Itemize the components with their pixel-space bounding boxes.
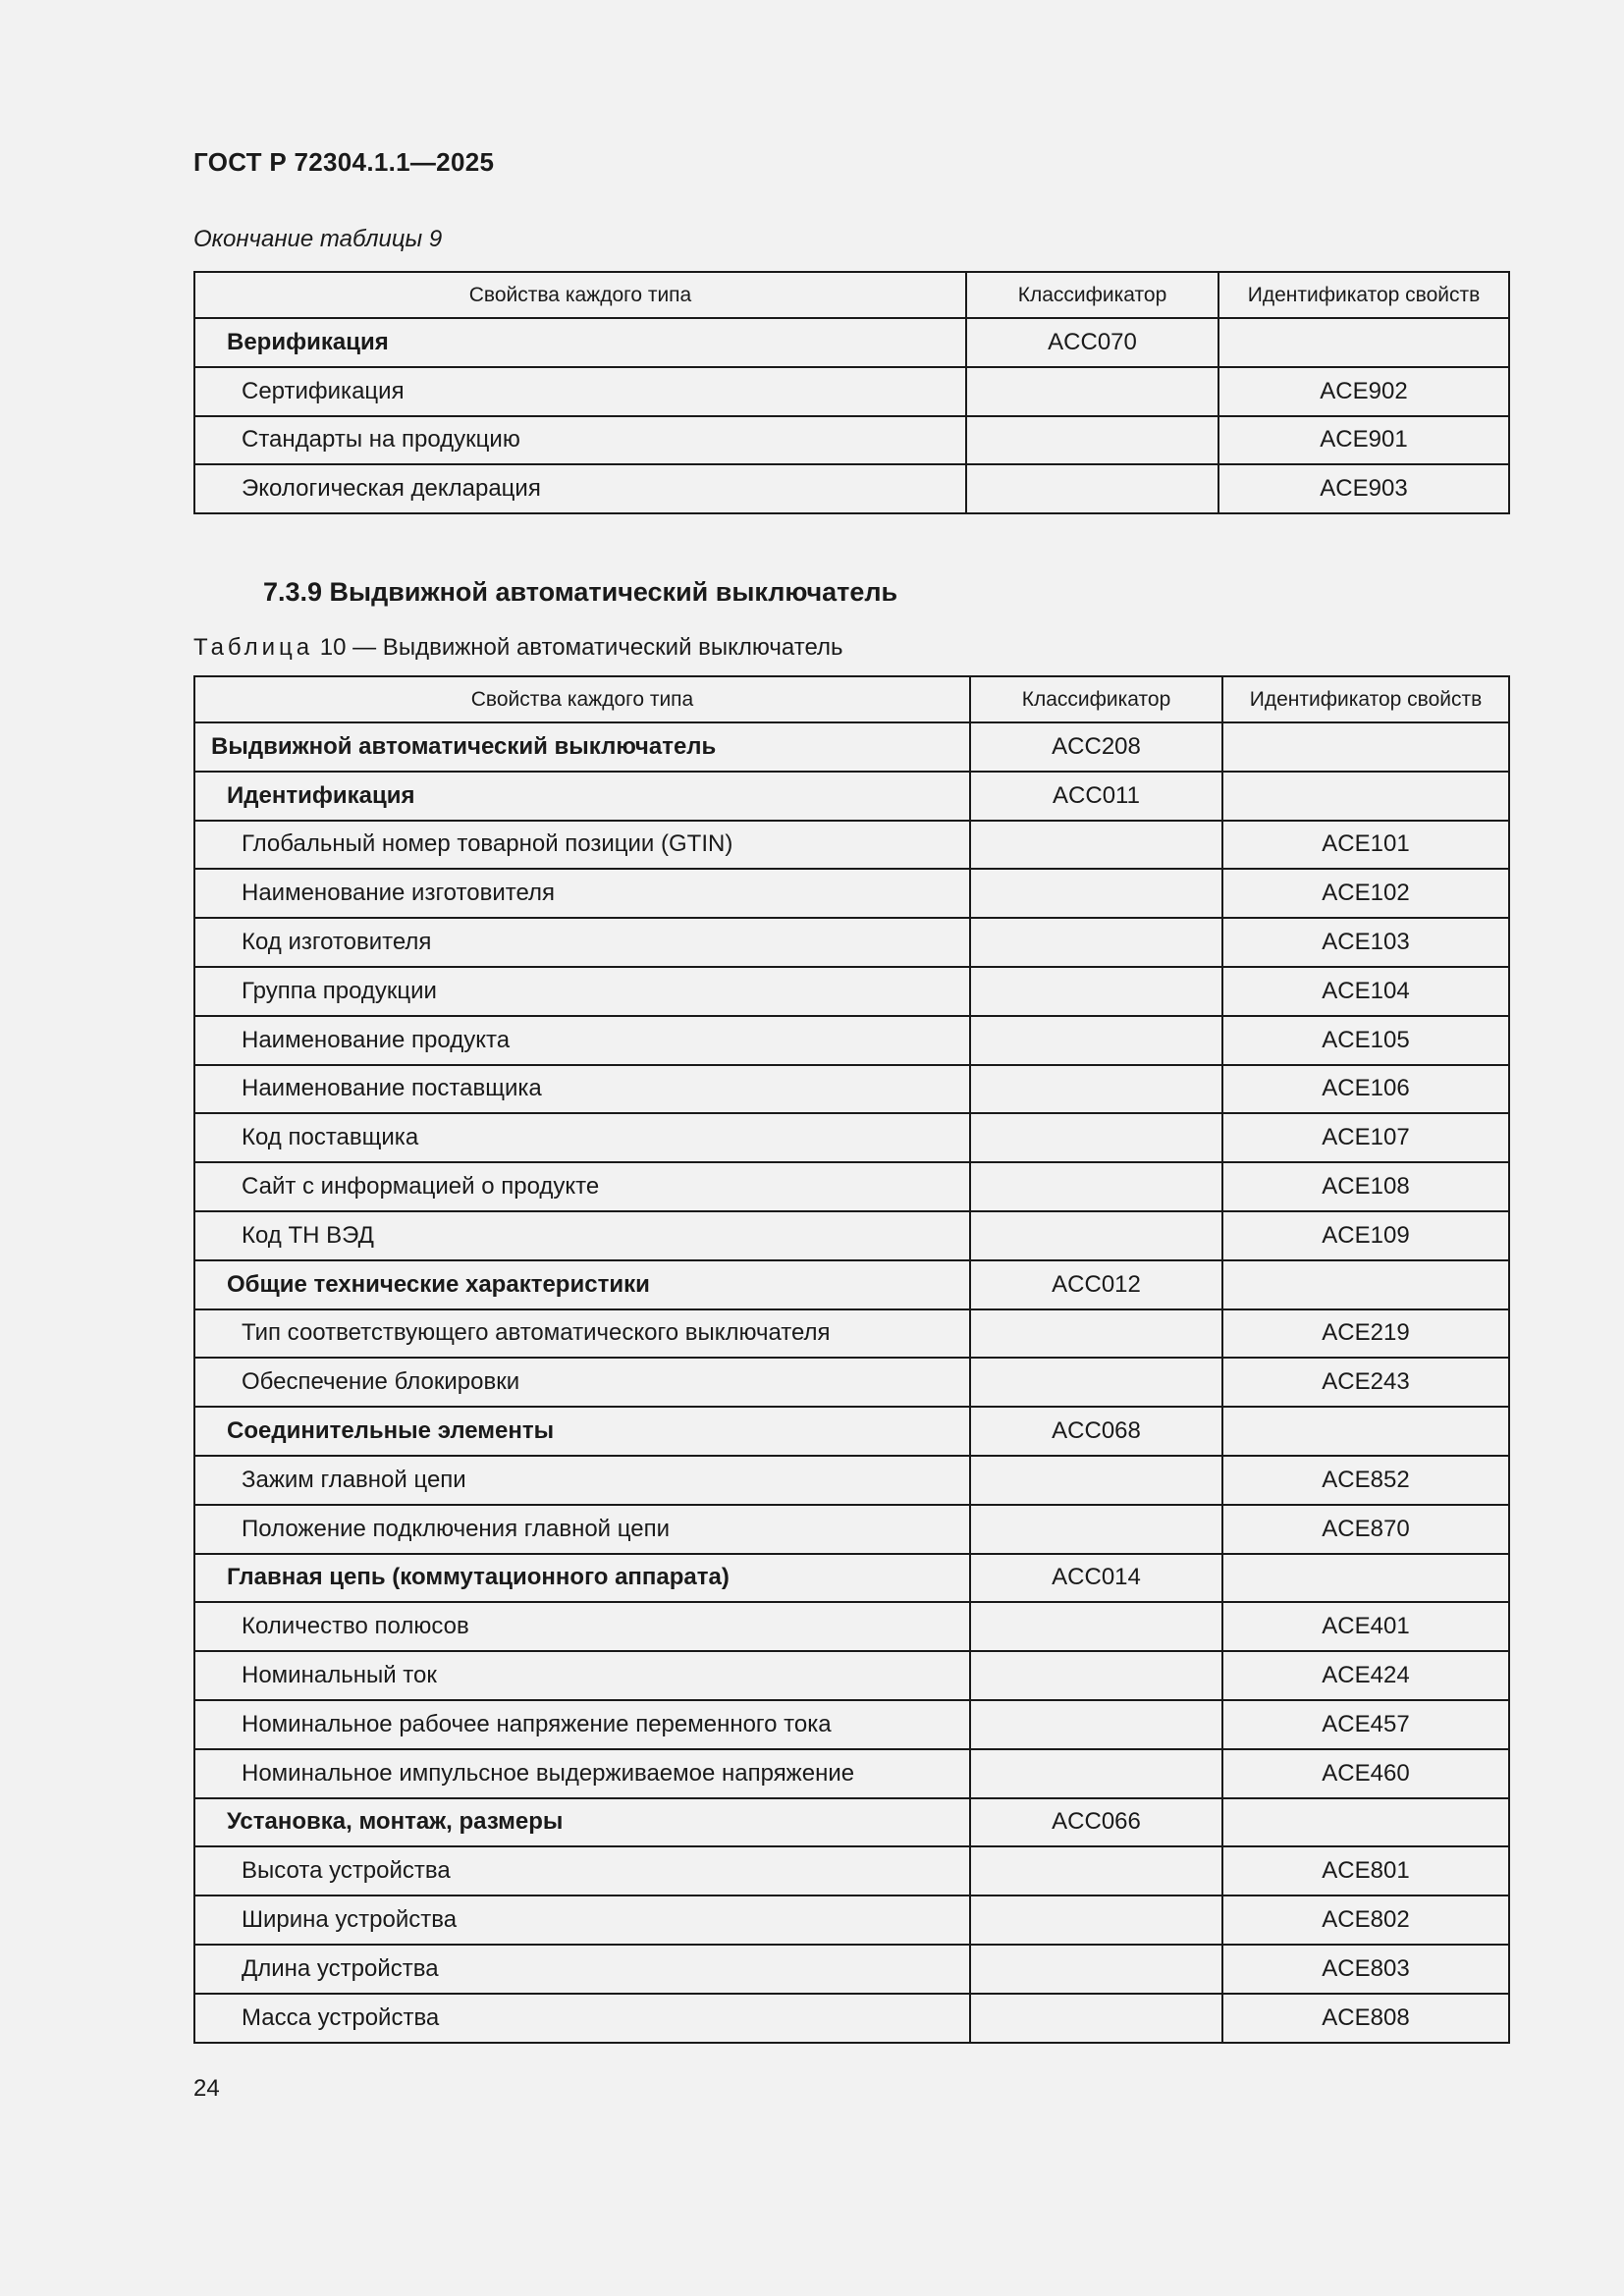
property-id-cell	[1222, 1798, 1509, 1847]
classifier-cell	[970, 1651, 1222, 1700]
property-id-cell: ACE808	[1222, 1994, 1509, 2043]
table-continuation-label: Окончание таблицы 9	[193, 226, 443, 252]
classifier-cell	[970, 1945, 1222, 1994]
property-name-cell: Верификация	[194, 318, 966, 367]
classifier-cell	[970, 1309, 1222, 1359]
table-row	[194, 1016, 1509, 1065]
table-row	[194, 318, 1509, 367]
classifier-cell: ACC012	[970, 1260, 1222, 1309]
table-row	[194, 1554, 1509, 1603]
table-row	[194, 1456, 1509, 1505]
table-10-body	[194, 722, 1509, 2043]
property-id-cell	[1222, 1407, 1509, 1456]
table-row	[194, 722, 1509, 772]
property-name-cell: Установка, монтаж, размеры	[194, 1798, 970, 1847]
classifier-cell	[970, 1456, 1222, 1505]
property-id-cell: ACE104	[1222, 967, 1509, 1016]
table-row	[194, 1113, 1509, 1162]
column-header-properties: Свойства каждого типа	[194, 272, 966, 318]
property-id-cell	[1222, 772, 1509, 821]
property-id-cell: ACE801	[1222, 1846, 1509, 1896]
property-name-cell: Общие технические характеристики	[194, 1260, 970, 1309]
property-id-cell: ACE870	[1222, 1505, 1509, 1554]
table-row	[194, 1602, 1509, 1651]
property-id-cell: ACE401	[1222, 1602, 1509, 1651]
column-header-properties: Свойства каждого типа	[194, 676, 970, 722]
property-id-cell: ACE460	[1222, 1749, 1509, 1798]
property-name-cell: Обеспечение блокировки	[194, 1358, 970, 1407]
property-name-cell: Сайт с информацией о продукте	[194, 1162, 970, 1211]
table-row	[194, 1065, 1509, 1114]
classifier-cell	[970, 1113, 1222, 1162]
table-row	[194, 1162, 1509, 1211]
property-name-cell: Глобальный номер товарной позиции (GTIN)	[194, 821, 970, 870]
property-name-cell: Номинальное рабочее напряжение переменного тока	[194, 1700, 970, 1749]
property-name-cell: Наименование поставщика	[194, 1065, 970, 1114]
property-name-cell: Главная цепь (коммутационного аппарата)	[194, 1554, 970, 1603]
table-row	[194, 1896, 1509, 1945]
table-10	[193, 675, 1510, 2044]
table-row	[194, 772, 1509, 821]
table-row	[194, 1309, 1509, 1359]
table-row	[194, 367, 1509, 416]
table-header-row	[194, 272, 1509, 318]
property-id-cell: ACE105	[1222, 1016, 1509, 1065]
classifier-cell: ACC070	[966, 318, 1218, 367]
table-row	[194, 464, 1509, 513]
property-id-cell: ACE802	[1222, 1896, 1509, 1945]
property-id-cell: ACE101	[1222, 821, 1509, 870]
table-row	[194, 1211, 1509, 1260]
classifier-cell	[970, 1505, 1222, 1554]
property-id-cell	[1218, 318, 1509, 367]
table-row	[194, 869, 1509, 918]
classifier-cell: ACC208	[970, 722, 1222, 772]
property-id-cell: ACE102	[1222, 869, 1509, 918]
classifier-cell	[966, 416, 1218, 465]
column-header-property-id: Идентификатор свойств	[1222, 676, 1509, 722]
property-id-cell: ACE803	[1222, 1945, 1509, 1994]
property-id-cell	[1222, 1260, 1509, 1309]
classifier-cell	[966, 367, 1218, 416]
property-id-cell: ACE108	[1222, 1162, 1509, 1211]
classifier-cell	[970, 967, 1222, 1016]
property-name-cell: Количество полюсов	[194, 1602, 970, 1651]
property-id-cell: ACE107	[1222, 1113, 1509, 1162]
property-id-cell: ACE109	[1222, 1211, 1509, 1260]
property-id-cell: ACE243	[1222, 1358, 1509, 1407]
property-id-cell	[1222, 1554, 1509, 1603]
property-name-cell: Сертификация	[194, 367, 966, 416]
property-name-cell: Экологическая декларация	[194, 464, 966, 513]
property-name-cell: Зажим главной цепи	[194, 1456, 970, 1505]
table-row	[194, 821, 1509, 870]
property-name-cell: Код изготовителя	[194, 918, 970, 967]
classifier-cell	[970, 1016, 1222, 1065]
property-id-cell: ACE852	[1222, 1456, 1509, 1505]
table-9-body	[194, 318, 1509, 513]
table-row	[194, 416, 1509, 465]
property-id-cell: ACE903	[1218, 464, 1509, 513]
classifier-cell	[970, 1162, 1222, 1211]
property-name-cell: Код ТН ВЭД	[194, 1211, 970, 1260]
classifier-cell	[970, 1846, 1222, 1896]
property-name-cell: Соединительные элементы	[194, 1407, 970, 1456]
classifier-cell	[970, 1896, 1222, 1945]
classifier-cell: ACC068	[970, 1407, 1222, 1456]
table-row	[194, 1700, 1509, 1749]
table-caption	[193, 634, 843, 662]
table-row	[194, 1505, 1509, 1554]
table-row	[194, 1994, 1509, 2043]
table-header-row	[194, 676, 1509, 722]
property-name-cell: Длина устройства	[194, 1945, 970, 1994]
property-id-cell: ACE902	[1218, 367, 1509, 416]
table-caption-text: 10 — Выдвижной автоматический выключатель	[313, 634, 843, 661]
table-row	[194, 1358, 1509, 1407]
property-id-cell: ACE219	[1222, 1309, 1509, 1359]
classifier-cell	[966, 464, 1218, 513]
classifier-cell	[970, 1602, 1222, 1651]
property-id-cell	[1222, 722, 1509, 772]
classifier-cell	[970, 1749, 1222, 1798]
table-row	[194, 1260, 1509, 1309]
classifier-cell: ACC011	[970, 772, 1222, 821]
classifier-cell	[970, 869, 1222, 918]
property-id-cell: ACE424	[1222, 1651, 1509, 1700]
table-caption-word: Таблица	[193, 634, 314, 661]
column-header-property-id: Идентификатор свойств	[1218, 272, 1509, 318]
table-row	[194, 1798, 1509, 1847]
classifier-cell	[970, 1065, 1222, 1114]
table-row	[194, 1749, 1509, 1798]
section-heading: 7.3.9 Выдвижной автоматический выключатель	[263, 577, 898, 607]
classifier-cell	[970, 1211, 1222, 1260]
table-row	[194, 967, 1509, 1016]
table-row	[194, 918, 1509, 967]
column-header-classifier: Классификатор	[966, 272, 1218, 318]
property-name-cell: Стандарты на продукцию	[194, 416, 966, 465]
property-name-cell: Номинальное импульсное выдерживаемое напряжение	[194, 1749, 970, 1798]
page-number: 24	[193, 2075, 220, 2102]
classifier-cell	[970, 918, 1222, 967]
classifier-cell	[970, 1994, 1222, 2043]
property-name-cell: Масса устройства	[194, 1994, 970, 2043]
property-name-cell: Положение подключения главной цепи	[194, 1505, 970, 1554]
property-id-cell: ACE457	[1222, 1700, 1509, 1749]
table-row	[194, 1945, 1509, 1994]
property-name-cell: Группа продукции	[194, 967, 970, 1016]
classifier-cell: ACC066	[970, 1798, 1222, 1847]
table-row	[194, 1651, 1509, 1700]
property-name-cell: Наименование изготовителя	[194, 869, 970, 918]
property-name-cell: Ширина устройства	[194, 1896, 970, 1945]
property-name-cell: Высота устройства	[194, 1846, 970, 1896]
property-name-cell: Тип соответствующего автоматического выключателя	[194, 1309, 970, 1359]
table-row	[194, 1846, 1509, 1896]
column-header-classifier: Классификатор	[970, 676, 1222, 722]
document-header: ГОСТ Р 72304.1.1—2025	[193, 147, 495, 177]
classifier-cell	[970, 1358, 1222, 1407]
property-name-cell: Идентификация	[194, 772, 970, 821]
property-name-cell: Номинальный ток	[194, 1651, 970, 1700]
property-name-cell: Код поставщика	[194, 1113, 970, 1162]
classifier-cell	[970, 821, 1222, 870]
property-id-cell: ACE106	[1222, 1065, 1509, 1114]
property-id-cell: ACE103	[1222, 918, 1509, 967]
property-name-cell: Наименование продукта	[194, 1016, 970, 1065]
table-row	[194, 1407, 1509, 1456]
property-name-cell: Выдвижной автоматический выключатель	[194, 722, 970, 772]
classifier-cell: ACC014	[970, 1554, 1222, 1603]
property-id-cell: ACE901	[1218, 416, 1509, 465]
classifier-cell	[970, 1700, 1222, 1749]
table-9	[193, 271, 1510, 514]
